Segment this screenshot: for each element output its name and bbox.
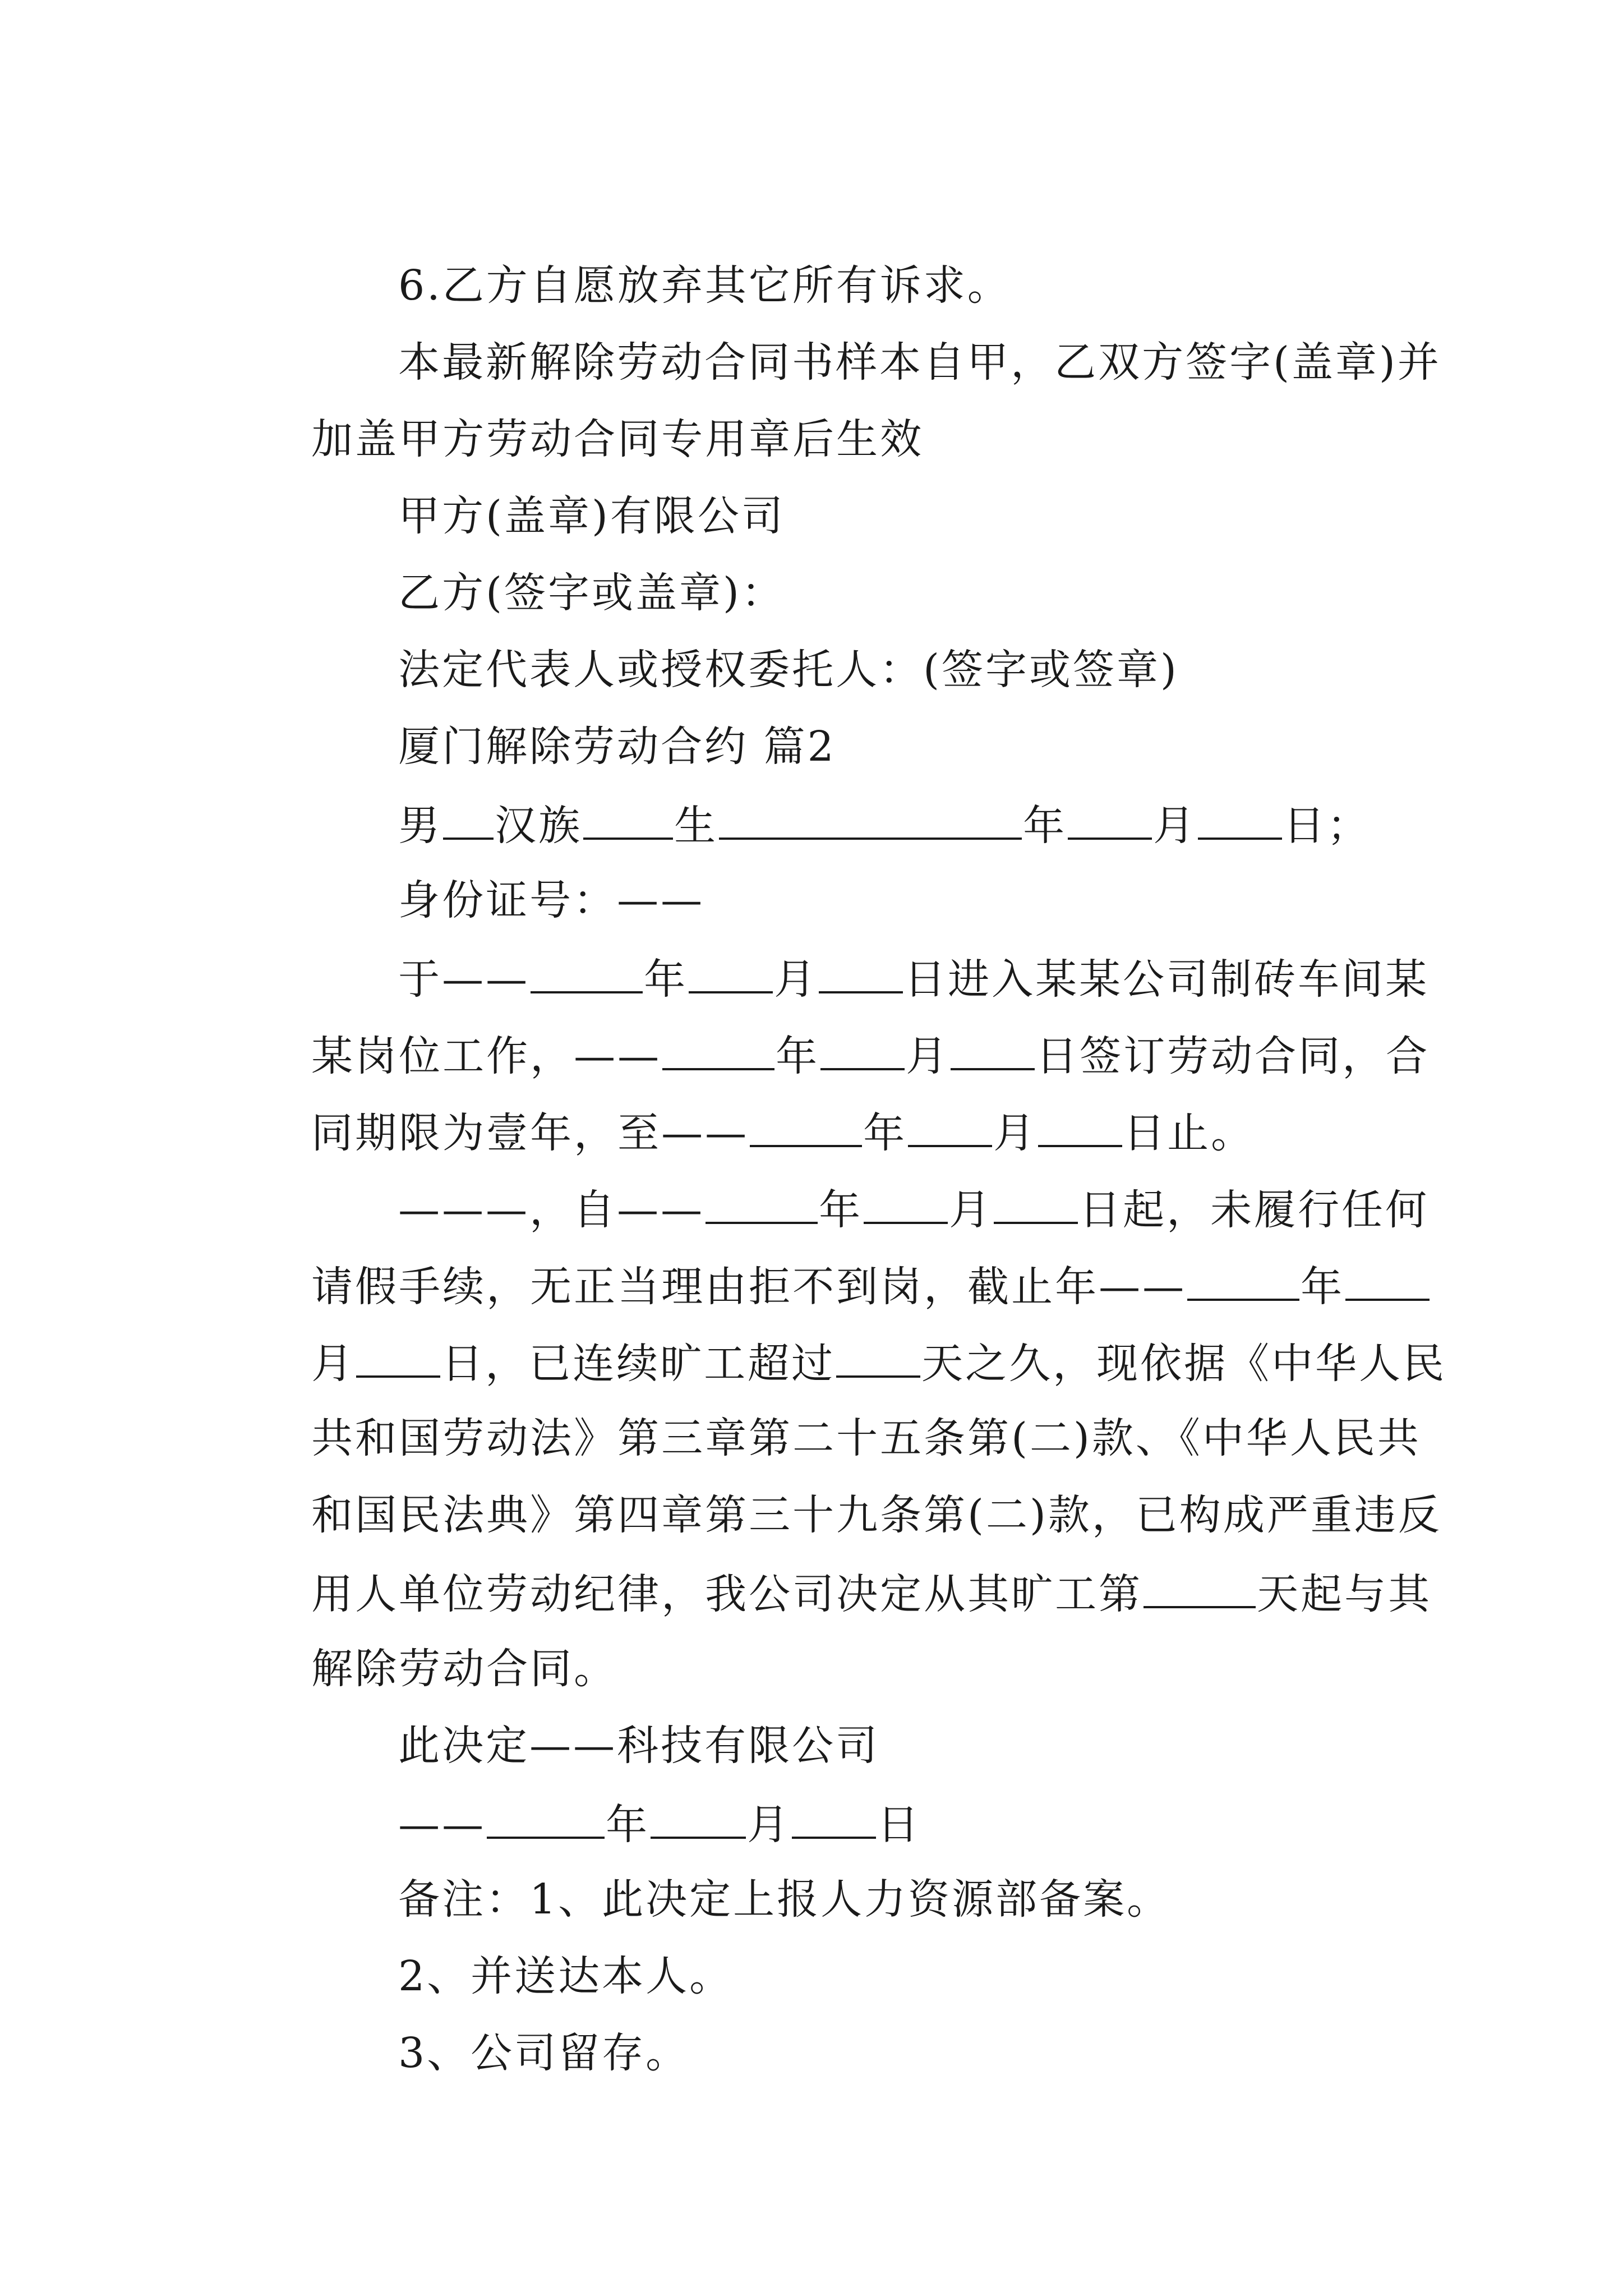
party-a-text: 甲方(盖章)有限公司: [398, 492, 785, 540]
blank: [951, 1033, 1035, 1070]
note-text-3: 3、公司留存。: [398, 2029, 690, 2077]
blank: [864, 1187, 948, 1224]
entry-suffix: 日进入某某公司制砖车间某: [904, 955, 1430, 1004]
contract-sign-suffix: 日签订劳动合同，合: [1036, 1032, 1430, 1080]
contract-term-prefix: 同期限为壹年，至——: [311, 1109, 749, 1157]
month-label: 月: [1153, 802, 1197, 850]
blank: [1187, 1264, 1299, 1301]
decision-text: 用人单位劳动纪律，我公司决定从其旷工第: [311, 1570, 1143, 1618]
note-line-3: [336, 1991, 689, 2115]
gender-label: 男: [398, 802, 442, 850]
month-label: 月: [747, 1801, 791, 1849]
birth-label: 生: [674, 802, 718, 850]
day-label: 日；: [1283, 802, 1371, 850]
absence-reason: 请假手续，无正当理由拒不到岗，截止年——: [311, 1263, 1187, 1311]
blank: [1345, 1264, 1430, 1301]
day-label: 日: [877, 1801, 921, 1849]
decision-suffix: 天起与其: [1257, 1570, 1432, 1618]
note-text-1: 备注：1、此决定上报人力资源部备案。: [398, 1875, 1171, 1924]
legal-basis-text-2: 和国民法典》第四章第三十九条第(二)款，已构成严重违反: [311, 1491, 1442, 1539]
year-label: 年: [819, 1186, 863, 1234]
effective-clause-text-1: 本最新解除劳动合同书样本自甲，乙双方签字(盖章)并: [398, 338, 1441, 386]
year-label: 年: [644, 955, 688, 1004]
blank: [819, 956, 903, 993]
blank: [908, 1110, 992, 1147]
absence-days-text: 日，已连续旷工超过: [441, 1340, 836, 1388]
year-label: 年: [1301, 1263, 1345, 1311]
section-heading-text: 厦门解除劳动合约 篇2: [398, 723, 836, 771]
blank: [531, 956, 643, 993]
blank: [662, 1033, 774, 1070]
blank: [820, 1033, 905, 1070]
contract-term-suffix: 日止。: [1123, 1109, 1255, 1157]
legal-representative-text: 法定代表人或授权委托人：(签字或签章): [398, 646, 1179, 694]
year-label: 年: [606, 1801, 650, 1849]
year-label: 年: [1023, 802, 1067, 850]
blank: [1144, 1571, 1256, 1608]
effective-clause-text-2: 加盖甲方劳动合同专用章后生效: [311, 415, 924, 463]
month-label: 月: [993, 1109, 1038, 1157]
legal-basis-text: 天之久，现依据《中华人民: [921, 1340, 1447, 1388]
year-label: 年: [863, 1109, 907, 1157]
blank: [706, 1187, 818, 1224]
party-b-text: 乙方(签字或盖章)：: [398, 569, 785, 617]
blank: [994, 1187, 1078, 1224]
clause-6-text: 6.乙方自愿放弃其它所有诉求。: [398, 261, 1011, 310]
blank: [836, 1341, 920, 1378]
note-text-2: 2、并送达本人。: [398, 1952, 734, 2000]
company-signature-text: 此决定——科技有限公司: [398, 1722, 880, 1770]
month-label: 月: [949, 1186, 993, 1234]
ethnicity-label: 汉族: [495, 802, 583, 850]
decision-end-text: 解除劳动合同。: [311, 1645, 618, 1693]
month-label: 月: [311, 1340, 356, 1388]
blank: [487, 1802, 605, 1839]
month-blank: [1068, 803, 1152, 840]
legal-basis-text-1: 共和国劳动法》第三章第二十五条第(二)款、《中华人民共: [311, 1414, 1421, 1462]
gender-blank: [443, 803, 494, 840]
month-label: 月: [906, 1032, 950, 1080]
absence-suffix: 日起，未履行任何: [1079, 1186, 1430, 1234]
entry-prefix: 于——: [398, 955, 530, 1004]
contract-sign-prefix: 某岗位工作，——: [311, 1032, 662, 1080]
blank: [792, 1802, 876, 1839]
blank: [356, 1341, 440, 1378]
birth-blank: [719, 803, 1022, 840]
absence-prefix: ———，自——: [398, 1186, 705, 1234]
blank: [651, 1802, 746, 1839]
date-prefix: ——: [398, 1801, 486, 1849]
ethnicity-blank: [583, 803, 673, 840]
id-number-text: 身份证号：——: [398, 876, 705, 924]
blank: [1038, 1110, 1122, 1147]
blank: [689, 956, 773, 993]
blank: [750, 1110, 862, 1147]
month-label: 月: [774, 955, 818, 1004]
day-blank: [1198, 803, 1282, 840]
year-label: 年: [776, 1032, 820, 1080]
